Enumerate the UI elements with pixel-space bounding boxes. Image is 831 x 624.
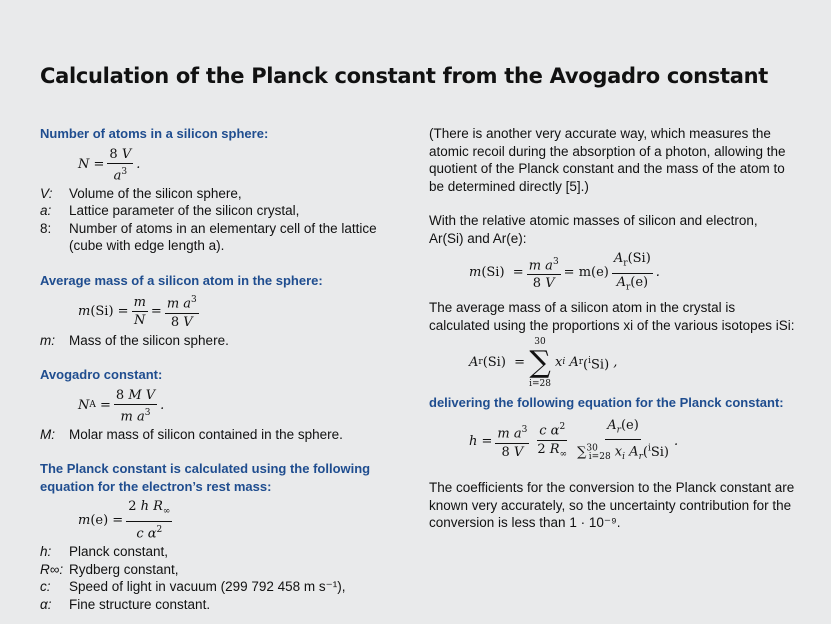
paragraph-isotopes: The average mass of a silicon atom in the crystal is calculated using the proportions xi of the various isotopes iSi:: [429, 300, 795, 333]
heading-avogadro: Avogadro constant:: [40, 367, 163, 383]
right-column: [429, 125, 799, 532]
def-row: c: Speed of light in vacuum (299 792 458 m s⁻¹),: [40, 579, 346, 595]
def-row: M: Molar mass of silicon contained in the sphere.: [40, 426, 343, 442]
heading-planck-result: delivering the following equation for the Planck constant:: [429, 395, 784, 411]
def-row: a: Lattice parameter of the silicon crystal,: [40, 203, 300, 219]
def-row: h: Planck constant,: [40, 544, 169, 560]
equation-me: m (e) = $\frac{2 h R_\infty}{c \alpha^2}$: [78, 499, 171, 542]
page-title: Calculation of the Planck constant from the Avogadro constant: [40, 64, 768, 88]
def-row: 8: Number of atoms in an elementary cell of the lattice (cube with edge length a).: [40, 220, 377, 254]
def-row: α: Fine structure constant.: [40, 596, 211, 612]
equation-msi-ar: m (Si) = $\frac{m a^3}{8 V}$ = m(e) $\frac{A_r(Si)}{A_r(e)}$ .: [469, 251, 660, 293]
heading-number-of-atoms: Number of atoms in a silicon sphere:: [40, 126, 269, 141]
def-row: R∞: Rydberg constant,: [40, 561, 179, 577]
heading-planck-equation: The Planck constant is calculated using the following equation for the electron’s rest mass:: [40, 461, 371, 494]
heading-average-mass: Average mass of a silicon atom in the sphere:: [40, 272, 323, 288]
left-column: [40, 125, 400, 613]
equation-na: N A = $\frac{\text{8 M V}}{m a^3}$ .: [78, 387, 165, 424]
equation-n: N = $\frac{8 V}{a^3}$ .: [78, 146, 141, 183]
equation-msi: m (Si) = $\frac{m}{N}$ = $\frac{m a^3}{8 V}$: [78, 294, 197, 330]
paragraph-relative-masses-a: With the relative atomic masses of silicon and electron,: [429, 213, 758, 228]
paragraph-recoil: (There is another very accurate way, which measures the atomic recoil during the absorption of a photon, allowing the quotient of the Planck constant and the mass of the atom to be determined directly [5].): [429, 126, 786, 194]
def-row: m: Mass of the silicon sphere.: [40, 332, 229, 348]
def-row: V: Volume of the silicon sphere,: [40, 185, 242, 201]
paragraph-coefficients: The coefficients for the conversion to the Planck constant are known very accurately, so the uncertainty contribution for the conversion is less than 1 · 10⁻⁹.: [429, 480, 795, 531]
equation-h: h = $\frac{m a^3}{8 V}$ $\frac{c \alpha^2}{2 R_\infty}$ $\frac{A_r(e)}{\sum^{30}_{i=28} x_i A_r(^iSi)}$ .: [469, 417, 679, 463]
paragraph-relative-masses-b: Ar(Si) and Ar(e):: [429, 230, 527, 246]
equation-ar-sum: A r (Si) = 30 ∑ i=28 x i A r ($^i$Si) ,: [469, 337, 618, 390]
